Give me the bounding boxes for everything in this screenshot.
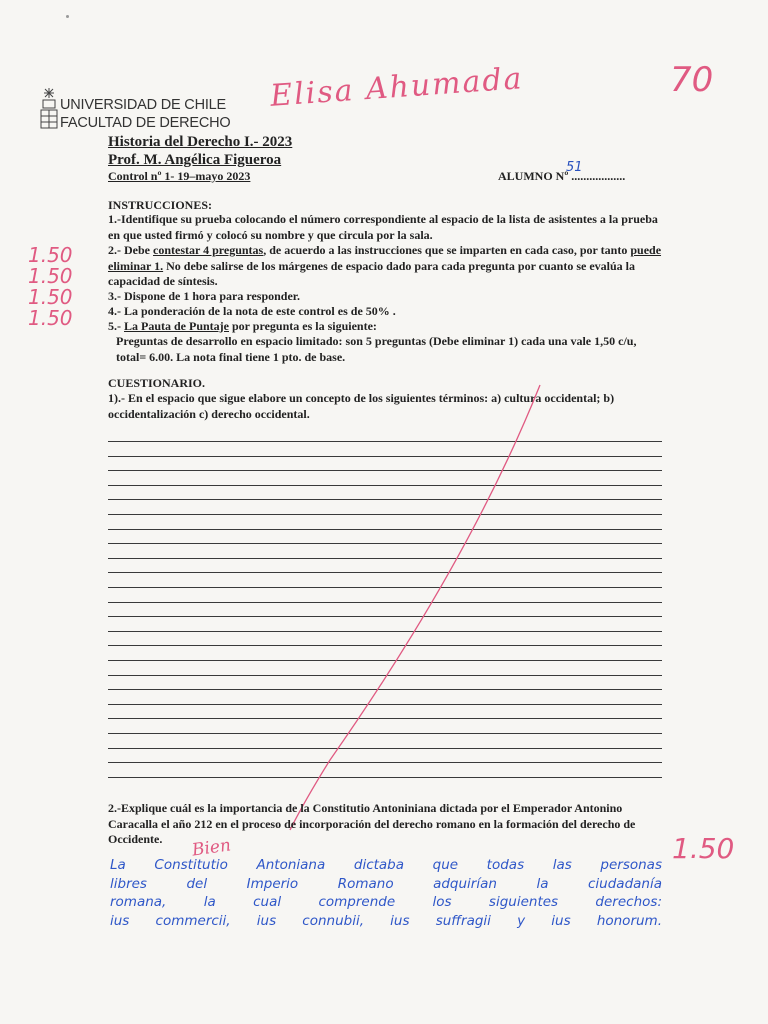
answer-rule-line bbox=[108, 587, 662, 588]
course-title: Historia del Derecho I.- 2023 bbox=[108, 134, 293, 150]
margin-score: 1.50 bbox=[28, 264, 73, 288]
answer-rule-line bbox=[108, 660, 662, 661]
handwritten-total-score: 70 bbox=[670, 60, 714, 100]
answer-rule-line bbox=[108, 456, 662, 457]
answer-rule-line bbox=[108, 558, 662, 559]
answer-rule-line bbox=[108, 616, 662, 617]
professor-name: Prof. M. Angélica Figueroa bbox=[108, 152, 282, 168]
answer-rule-line bbox=[108, 704, 662, 705]
margin-score: 1.50 bbox=[28, 306, 73, 330]
university-crest-icon bbox=[38, 86, 60, 132]
alumno-dots: .................. bbox=[571, 169, 626, 183]
answer-rule-line bbox=[108, 631, 662, 632]
answer-rule-line bbox=[108, 470, 662, 471]
instructions-heading: INSTRUCCIONES: bbox=[108, 198, 213, 212]
handwritten-answer-q2 bbox=[110, 856, 662, 930]
answer-rule-line bbox=[108, 645, 662, 646]
margin-score: 1.50 bbox=[28, 285, 73, 309]
university-name: UNIVERSIDAD DE CHILE bbox=[60, 97, 227, 113]
margin-scores bbox=[28, 245, 73, 329]
answer-line: libres del Imperio Romano adquirían la ciudadanía bbox=[110, 875, 662, 892]
scan-speck bbox=[66, 15, 69, 18]
answer-rule-line bbox=[108, 777, 662, 778]
handwritten-student-name: Elisa Ahumada bbox=[269, 61, 525, 114]
instruction-1: 1.-Identifique su prueba colocando el número correspondiente al espacio de la lista de asistentes a la prueba en que usted firmó y colocó su nombre y que circula por la sala. bbox=[108, 212, 658, 242]
answer-rule-line bbox=[108, 675, 662, 676]
answer-rule-line bbox=[108, 718, 662, 719]
answer-rule-line bbox=[108, 602, 662, 603]
answer-rule-line bbox=[108, 529, 662, 530]
instruction-4: 4.- La ponderación de la nota de este control es de 50% . bbox=[108, 304, 396, 318]
answer-line: ius commercii, ius connubii, ius suffragii y ius honorum. bbox=[110, 912, 662, 929]
instruction-3: 3.- Dispone de 1 hora para responder. bbox=[108, 289, 301, 303]
alumno-label: ALUMNO Nº bbox=[498, 169, 569, 183]
answer-line: romana, la cual comprende los siguientes derechos: bbox=[110, 894, 662, 910]
answer-lines-q1 bbox=[108, 441, 662, 791]
answer-rule-line bbox=[108, 499, 662, 500]
answer-rule-line bbox=[108, 689, 662, 690]
control-date: Control nº 1- 19–mayo 2023 bbox=[108, 169, 251, 183]
alumno-number: 51 bbox=[566, 160, 583, 175]
answer-rule-line bbox=[108, 514, 662, 515]
alumno-field bbox=[498, 169, 625, 184]
faculty-name: FACULTAD DE DERECHO bbox=[60, 115, 231, 131]
answer-line: La Constitutio Antoniana dictaba que todas las personas bbox=[110, 857, 662, 873]
handwritten-remark: Bien bbox=[190, 835, 233, 861]
answer-rule-line bbox=[108, 733, 662, 734]
answer-rule-line bbox=[108, 748, 662, 749]
answer-rule-line bbox=[108, 441, 662, 442]
answer-rule-line bbox=[108, 485, 662, 486]
instruction-5: 5.- La Pauta de Puntaje por pregunta es la siguiente: bbox=[108, 319, 377, 333]
handwritten-q2-score: 1.50 bbox=[672, 832, 735, 865]
questionnaire-heading: CUESTIONARIO. bbox=[108, 376, 206, 390]
answer-rule-line bbox=[108, 543, 662, 544]
answer-rule-line bbox=[108, 762, 662, 763]
instruction-2: 2.- Debe contestar 4 preguntas, de acuerdo a las instrucciones que se imparten en cada caso, por tanto puede eliminar 1. No debe salirse de los márgenes de espacio dado para cada pregunta por cuanto se evalúa la capacidad de síntesis. bbox=[108, 243, 662, 288]
question-1: 1).- En el espacio que sigue elabore un concepto de los siguientes términos: a) cultura occidental; b) occidentalización c) derecho occidental. bbox=[108, 391, 615, 421]
question-2: 2.-Explique cuál es la importancia de la Constitutio Antoniniana dictada por el Emperador Antonino Caracalla el año 212 en el proceso de incorporación del derecho romano en la formación del derecho de Occidente. bbox=[108, 801, 636, 846]
margin-score: 1.50 bbox=[28, 243, 73, 267]
answer-rule-line bbox=[108, 572, 662, 573]
instruction-5-detail: Preguntas de desarrollo en espacio limitado: son 5 preguntas (Debe eliminar 1) cada una vale 1,50 c/u, total= 6.00. La nota final tiene 1 pto. de base. bbox=[116, 334, 637, 364]
